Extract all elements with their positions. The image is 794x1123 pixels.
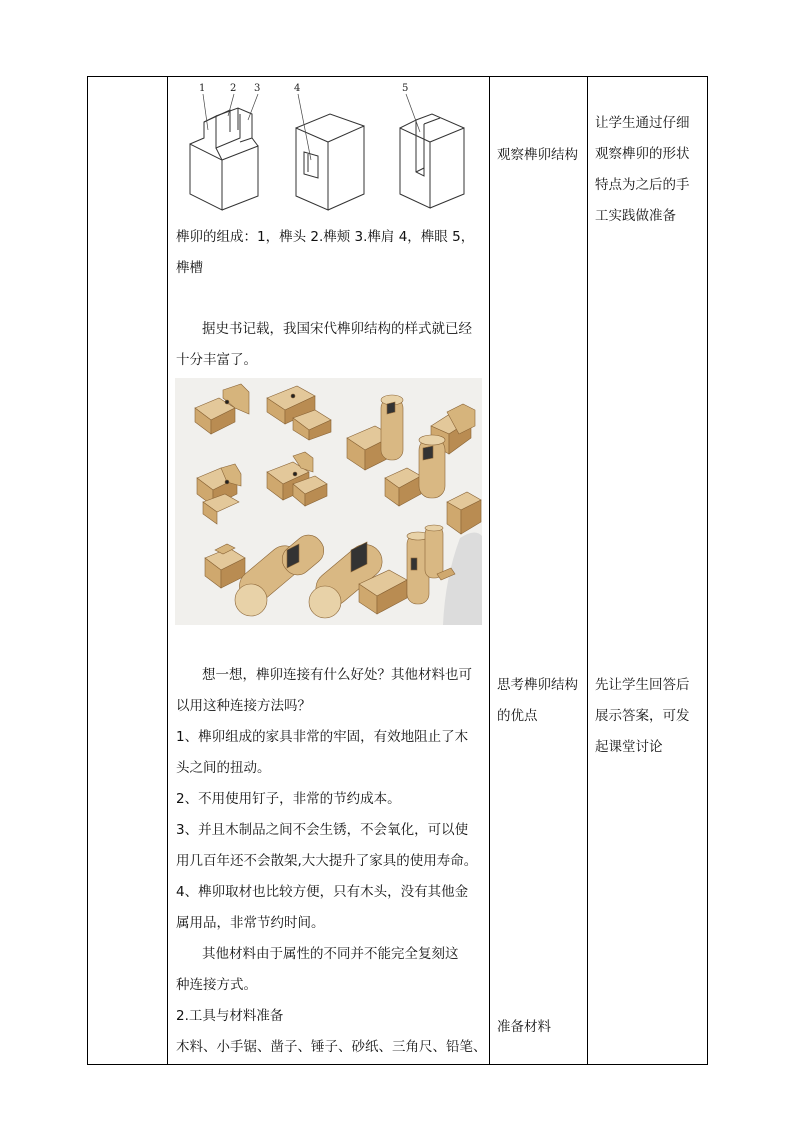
- benefit-3-line-1: 3、并且木制品之间不会生锈，不会氧化，可以使: [176, 822, 469, 838]
- diagram-label-4: 4: [294, 83, 301, 94]
- table-bottom-border: [87, 1064, 708, 1065]
- table-col-border-4: [587, 76, 588, 1065]
- table-top-border: [87, 76, 708, 77]
- diagram-label-1: 1: [199, 83, 206, 94]
- benefit-4-line-1: 4、榫卯取材也比较方便，只有木头，没有其他金: [176, 884, 469, 900]
- purpose-line-1: 让学生通过仔细: [595, 115, 690, 131]
- mortise-tenon-diagram: [178, 80, 478, 215]
- purpose-line-2: 观察榫卯的形状: [595, 146, 690, 162]
- table-col-border-3: [489, 76, 490, 1065]
- table-col-border-1: [87, 76, 88, 1065]
- history-line-1: 据史书记载，我国宋代榫卯结构的样式就已经: [202, 321, 472, 337]
- activity-think-line-1: 思考榫卯结构: [497, 677, 578, 693]
- benefit-1-line-1: 1、榫卯组成的家具非常的牢固，有效地阻止了木: [176, 729, 469, 745]
- history-line-2: 十分丰富了。: [176, 352, 257, 368]
- answer-line-3: 起课堂讨论: [595, 739, 663, 755]
- activity-prepare: 准备材料: [497, 1019, 551, 1035]
- diagram-label-3: 3: [254, 83, 261, 94]
- purpose-line-3: 特点为之后的手: [595, 177, 690, 193]
- tools-list: 木料、小手锯、凿子、锤子、砂纸、三角尺、铅笔、: [176, 1039, 487, 1055]
- other-materials-line-2: 种连接方式。: [176, 977, 257, 993]
- tools-heading: 2.工具与材料准备: [176, 1008, 284, 1024]
- table-col-border-2: [167, 76, 168, 1065]
- activity-think-line-2: 的优点: [497, 708, 538, 724]
- table-col-border-5: [707, 76, 708, 1065]
- composition-line-1: 榫卯的组成：1，榫头 2.榫颊 3.榫肩 4，榫眼 5，: [176, 229, 475, 245]
- answer-line-2: 展示答案，可发: [595, 708, 690, 724]
- purpose-line-4: 工实践做准备: [595, 208, 676, 224]
- benefit-1-line-2: 头之间的扭动。: [176, 760, 271, 776]
- answer-line-1: 先让学生回答后: [595, 677, 690, 693]
- composition-line-2: 榫槽: [176, 260, 203, 276]
- other-materials-line-1: 其他材料由于属性的不同并不能完全复刻这: [202, 946, 459, 962]
- think-question-line-1: 想一想，榫卯连接有什么好处？其他材料也可: [202, 667, 472, 683]
- wooden-joints-photo: [175, 378, 482, 625]
- benefit-2: 2、不用使用钉子，非常的节约成本。: [176, 791, 401, 807]
- think-question-line-2: 以用这种连接方法吗？: [176, 698, 311, 714]
- diagram-label-2: 2: [230, 83, 237, 94]
- benefit-3-line-2: 用几百年还不会散架,大大提升了家具的使用寿命。: [176, 853, 478, 869]
- diagram-label-5: 5: [402, 83, 409, 94]
- benefit-4-line-2: 属用品，非常节约时间。: [176, 915, 325, 931]
- activity-observe: 观察榫卯结构: [497, 147, 578, 163]
